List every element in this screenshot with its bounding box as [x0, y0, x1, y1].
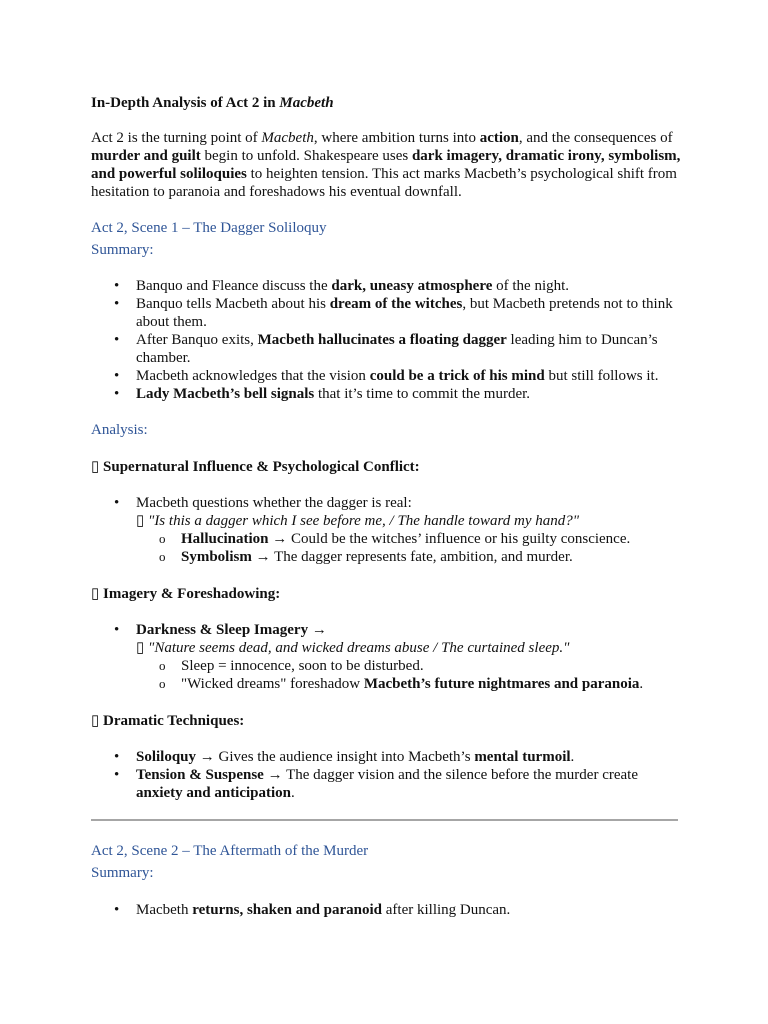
- sublist-item: o Sleep = innocence, soon to be disturbed.: [136, 657, 691, 675]
- scene2-summary-label: Summary:: [91, 865, 154, 881]
- list-item: • Banquo and Fleance discuss the dark, uneasy atmosphere of the night.: [91, 277, 691, 295]
- list-item: • Macbeth acknowledges that the vision could be a trick of his mind but still follows it.: [91, 367, 691, 385]
- list-item: • After Banquo exits, Macbeth hallucinates a floating dagger leading him to Duncan’s chamber.: [91, 331, 691, 367]
- dagger-quote: "Is this a dagger which I see before me, / The handle toward my hand?": [148, 513, 580, 529]
- list-item: • Macbeth returns, shaken and paranoid after killing Duncan.: [91, 901, 691, 919]
- scene2-heading: Act 2, Scene 2 – The Aftermath of the Murder: [91, 843, 369, 859]
- section-heading-supernatural: ▯ Supernatural Influence & Psychological Conflict:: [91, 459, 420, 475]
- list-item: • Macbeth questions whether the dagger is real: ▯ "Is this a dagger which I see before me, / The handle toward my hand?" o Hallucination → Could be the witches’ influence or his guilty conscience. o Symbolism → The dagger represents fate, ambition, and murder.: [91, 494, 691, 566]
- sleep-quote: "Nature seems dead, and wicked dreams abuse / The curtained sleep.": [148, 640, 570, 656]
- imagery-list: [91, 621, 691, 693]
- sublist-item: o "Wicked dreams" foreshadow Macbeth’s future nightmares and paranoia.: [136, 675, 691, 693]
- scene1-analysis-label: Analysis:: [91, 422, 148, 438]
- list-item: • Banquo tells Macbeth about his dream of the witches, but Macbeth pretends not to think about them.: [91, 295, 691, 331]
- title-text: In-Depth Analysis of Act 2 in: [91, 95, 280, 111]
- section-heading-dramatic: ▯ Dramatic Techniques:: [91, 713, 245, 729]
- list-item: • Darkness & Sleep Imagery → ▯ "Nature seems dead, and wicked dreams abuse / The curtained sleep." o Sleep = innocence, soon to be disturbed. o "Wicked dreams" foreshadow Macbeth’s future nightmares and paranoia.: [91, 621, 691, 693]
- missing-glyph-icon: ▯: [136, 513, 145, 529]
- scene1-summary-list: [91, 277, 691, 403]
- missing-glyph-icon: ▯: [91, 586, 100, 602]
- supernatural-list: [91, 494, 691, 566]
- missing-glyph-icon: ▯: [136, 640, 145, 656]
- intro-paragraph: Act 2 is the turning point of Macbeth, where ambition turns into action, and the consequences of murder and guilt begin to unfold. Shakespeare uses dark imagery, dramatic irony, symbolism, and powerful soliloquies to heighten tension. This act marks Macbeth’s psychological shift from hesitation to paranoia and foreshadows his eventual downfall.: [91, 130, 681, 200]
- scene1-heading: Act 2, Scene 1 – The Dagger Soliloquy: [91, 220, 327, 236]
- scene1-summary-label: Summary:: [91, 242, 154, 258]
- page-title: [91, 94, 691, 112]
- section-heading-imagery: ▯ Imagery & Foreshadowing:: [91, 586, 281, 602]
- list-item: • Lady Macbeth’s bell signals that it’s time to commit the murder.: [91, 385, 691, 403]
- horizontal-rule: [91, 819, 678, 821]
- scene2-summary-list: [91, 901, 691, 919]
- missing-glyph-icon: ▯: [91, 713, 100, 729]
- dramatic-list: [91, 748, 651, 802]
- supernatural-sublist: [136, 530, 691, 566]
- sublist-item: o Hallucination → Could be the witches’ influence or his guilty conscience.: [136, 530, 691, 548]
- missing-glyph-icon: ▯: [91, 459, 100, 475]
- list-item: • Soliloquy → Gives the audience insight into Macbeth’s mental turmoil.: [91, 748, 651, 766]
- sublist-item: o Symbolism → The dagger represents fate, ambition, and murder.: [136, 548, 691, 566]
- imagery-sublist: [136, 657, 691, 693]
- title-play: Macbeth: [279, 95, 334, 111]
- list-item: • Tension & Suspense → The dagger vision and the silence before the murder create anxiety and anticipation.: [91, 766, 651, 802]
